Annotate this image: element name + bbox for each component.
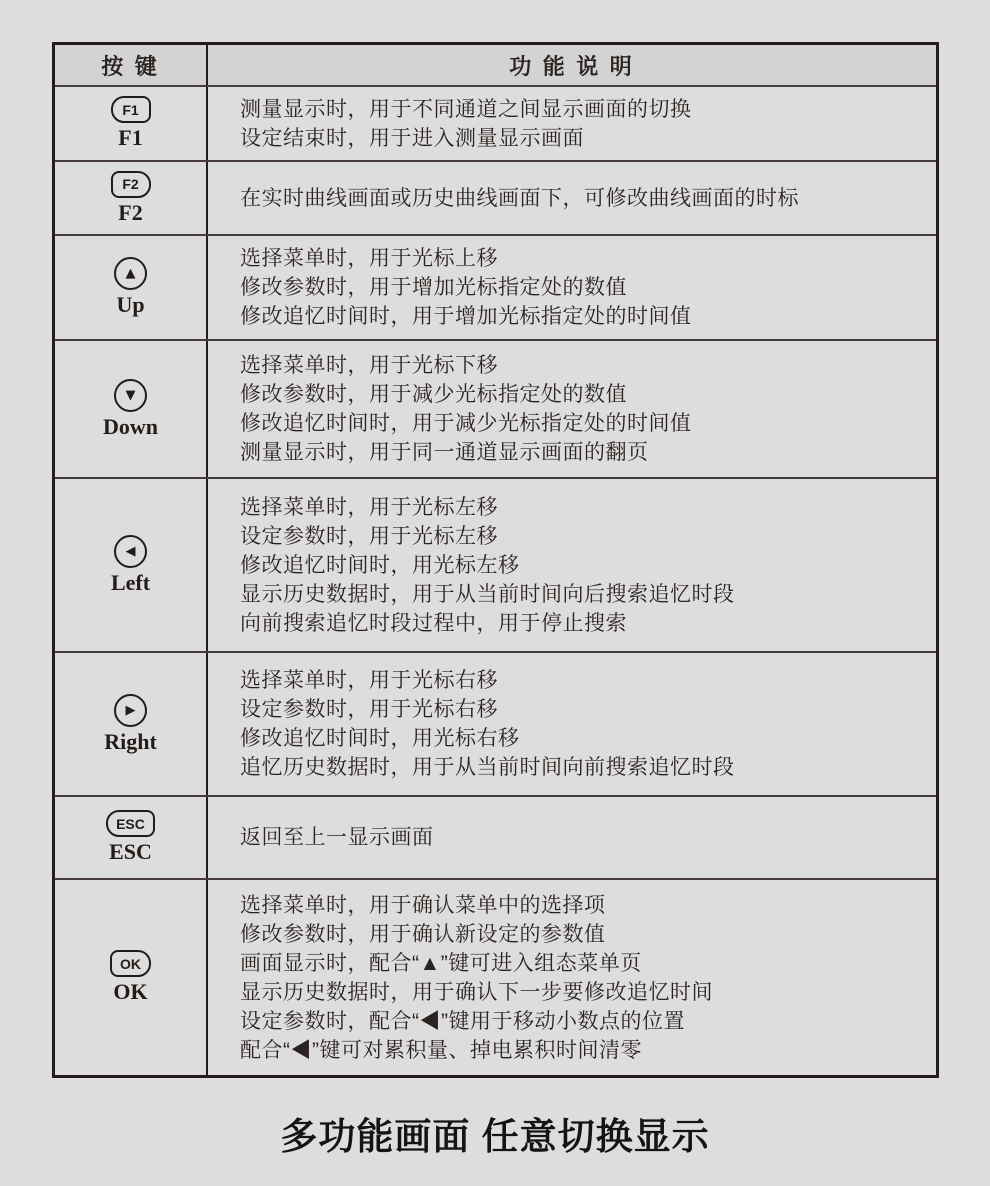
table-row — [55, 87, 936, 160]
table-row — [55, 795, 936, 878]
key-cell — [55, 653, 208, 795]
function-line: 测量显示时，用于不同通道之间显示画面的切换 — [240, 97, 692, 121]
function-line: 修改追忆时间时，用于减少光标指定处的时间值 — [240, 412, 692, 435]
table-row — [55, 339, 936, 477]
up-triangle-glyph: ▲ — [125, 266, 136, 282]
key-name-label: OK — [113, 979, 148, 1005]
f2-keycap-icon: F2 — [111, 171, 151, 198]
function-line: 画面显示时，配合“▲”键可进入组态菜单页 — [240, 951, 642, 975]
table-row — [55, 234, 936, 339]
function-line: 测量显示时，用于同一通道显示画面的翻页 — [240, 441, 649, 464]
function-line: 选择菜单时，用于光标上移 — [240, 247, 498, 270]
key-name-label: Up — [116, 292, 145, 318]
function-line: 在实时曲线画面或历史曲线画面下，可修改曲线画面的时标 — [240, 186, 799, 210]
function-line: 修改参数时，用于减少光标指定处的数值 — [240, 383, 627, 406]
key-name-label: Left — [110, 569, 151, 595]
function-line: 选择菜单时，用于光标下移 — [240, 354, 498, 377]
function-description-cell — [208, 87, 936, 160]
function-line: 设定参数时，用于光标右移 — [240, 698, 498, 721]
function-line: 修改参数时，用于增加光标指定处的数值 — [240, 276, 627, 299]
down-triangle-glyph: ▼ — [125, 387, 136, 403]
function-line: 返回至上一显示画面 — [240, 826, 434, 849]
function-line: 修改追忆时间时，用光标左移 — [240, 553, 520, 577]
function-line: 向前搜索追忆时段过程中，用于停止搜索 — [240, 611, 627, 635]
table-row — [55, 477, 936, 651]
esc-keycap-icon: ESC — [106, 810, 155, 837]
function-line: 显示历史数据时，用于从当前时间向后搜索追忆时段 — [240, 582, 735, 606]
function-description-cell — [208, 341, 936, 477]
left-triangle-glyph: ◀ — [125, 543, 136, 559]
key-cell — [55, 880, 208, 1075]
function-line: 修改追忆时间时，用光标右移 — [240, 727, 520, 750]
key-name-label: F2 — [118, 199, 143, 225]
key-name-label: Down — [102, 413, 158, 439]
table-header-row — [55, 45, 936, 87]
function-line: 选择菜单时，用于光标右移 — [240, 669, 498, 692]
up-arrow-key-icon — [114, 257, 147, 290]
table-row — [55, 160, 936, 234]
function-line: 选择菜单时，用于确认菜单中的选择项 — [240, 893, 606, 917]
function-line: 配合“◀”键可对累积量、掉电累积时间清零 — [240, 1038, 642, 1062]
column-header-key: 按 键 — [55, 45, 208, 85]
key-cell — [55, 797, 208, 878]
function-description-cell — [208, 236, 936, 339]
key-name-label: Right — [104, 728, 157, 754]
page-footer-title: 多功能画面 任意切换显示 — [280, 1116, 710, 1157]
function-description-cell — [208, 653, 936, 795]
function-description-cell — [208, 880, 936, 1075]
table-row — [55, 651, 936, 795]
function-description-cell — [208, 162, 936, 234]
function-line: 设定结束时，用于进入测量显示画面 — [240, 126, 584, 150]
right-arrow-key-icon — [114, 694, 147, 727]
down-arrow-key-icon — [114, 379, 147, 412]
function-line: 选择菜单时，用于光标左移 — [240, 495, 498, 519]
table-row — [55, 878, 936, 1075]
function-line: 修改参数时，用于确认新设定的参数值 — [240, 922, 606, 946]
right-triangle-glyph: ▶ — [125, 702, 136, 718]
key-name-label: F1 — [118, 125, 143, 151]
key-cell — [55, 341, 208, 477]
function-line: 设定参数时，配合“◀”键用于移动小数点的位置 — [240, 1009, 685, 1033]
left-arrow-key-icon — [114, 535, 147, 568]
key-cell — [55, 236, 208, 339]
function-description-cell — [208, 479, 936, 651]
column-header-function: 功 能 说 明 — [509, 53, 635, 79]
key-table-body — [55, 87, 936, 1075]
key-cell — [55, 162, 208, 234]
function-description-cell — [208, 797, 936, 878]
key-function-table — [52, 42, 939, 1078]
f1-keycap-icon: F1 — [111, 96, 151, 123]
key-name-label: ESC — [109, 839, 152, 865]
function-line: 设定参数时，用于光标左移 — [240, 524, 498, 548]
function-line: 修改追忆时间时，用于增加光标指定处的时间值 — [240, 305, 692, 328]
key-cell — [55, 87, 208, 160]
function-line: 追忆历史数据时，用于从当前时间向前搜索追忆时段 — [240, 756, 735, 779]
ok-keycap-icon: OK — [110, 950, 151, 977]
key-cell — [55, 479, 208, 651]
function-line: 显示历史数据时，用于确认下一步要修改追忆时间 — [240, 980, 713, 1004]
